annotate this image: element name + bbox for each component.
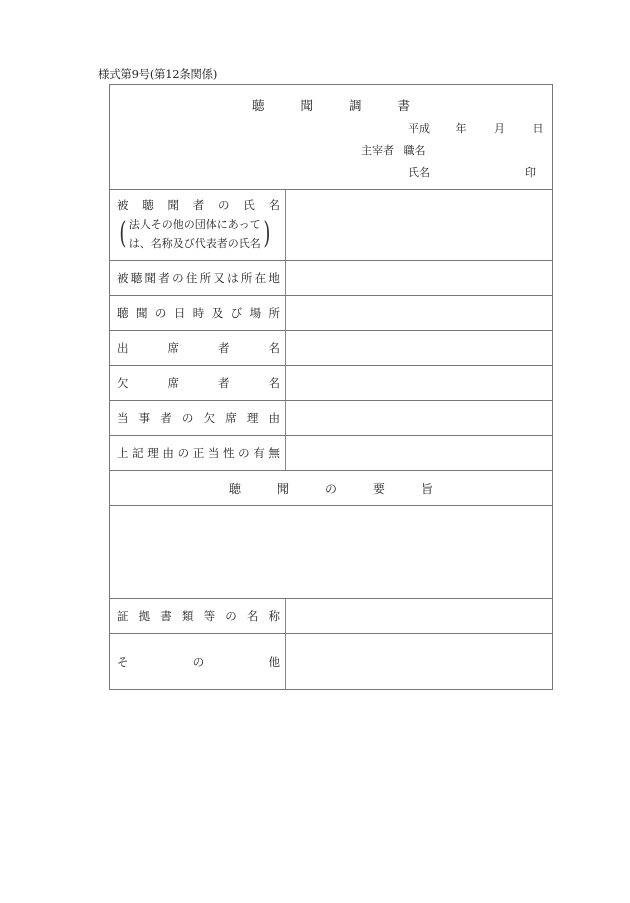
evidence-documents-field[interactable] [286, 599, 552, 633]
day-label: 日 [532, 122, 544, 135]
form-number: 様式第9号(第12条関係) [98, 67, 218, 81]
hearing-datetime-place-field[interactable] [286, 296, 552, 330]
summary-heading: 聴 聞 の 要 旨 [228, 481, 434, 496]
presider-position-line [361, 142, 426, 158]
respondent-name-field[interactable] [286, 190, 552, 260]
row-label: 被 聴 聞 者 の 氏 名 ( 法人その他の団体にあって は、名称及び代表者の氏名 ) [110, 190, 286, 260]
left-paren-icon: ( [119, 216, 127, 251]
row-hearing-datetime-place [110, 295, 552, 330]
absentees-field[interactable] [286, 366, 552, 400]
row-label: そ の 他 [110, 634, 286, 690]
position-label: 職名 [403, 144, 426, 157]
row-label: 出 席 者 名 [110, 331, 286, 365]
header-block [110, 85, 552, 189]
name-label: 氏名 [408, 166, 430, 179]
reason-legitimacy-field[interactable] [286, 436, 552, 470]
summary-heading-row [110, 470, 552, 505]
month-label: 月 [494, 122, 505, 135]
seal-label: 印 [525, 166, 536, 179]
respondent-address-field[interactable] [286, 261, 552, 295]
row-label: 被 聴 聞 者 の 住 所 又 は 所 在 地 [110, 261, 286, 295]
row-label: 証 拠 書 類 等 の 名 称 [110, 599, 286, 633]
row-absence-reason [110, 400, 552, 435]
row-evidence-documents [110, 598, 552, 633]
row-other [110, 633, 552, 690]
presider-name-line [408, 164, 430, 180]
era-label: 平成 [408, 122, 430, 135]
date-line [408, 120, 544, 136]
attendees-field[interactable] [286, 331, 552, 365]
corporate-note: ( 法人その他の団体にあって は、名称及び代表者の氏名 ) [119, 216, 271, 251]
row-respondent-name [110, 189, 552, 260]
document-title: 聴 聞 調 書 [251, 98, 411, 113]
row-respondent-address [110, 260, 552, 295]
row-label: 欠 席 者 名 [110, 366, 286, 400]
year-label: 年 [455, 122, 467, 135]
summary-body-field[interactable] [110, 505, 552, 598]
other-field[interactable] [286, 634, 552, 690]
row-absentees [110, 365, 552, 400]
row-label: 上 記 理 由 の 正 当 性 の 有 無 [110, 436, 286, 470]
row-reason-legitimacy [110, 435, 552, 470]
presider-label: 主宰者 [361, 144, 394, 157]
row-attendees [110, 330, 552, 365]
row-label: 聴 聞 の 日 時 及 び 場 所 [110, 296, 286, 330]
row-label: 当 事 者 の 欠 席 理 由 [110, 401, 286, 435]
absence-reason-field[interactable] [286, 401, 552, 435]
right-paren-icon: ) [263, 216, 271, 251]
hearing-record-form [109, 84, 553, 690]
